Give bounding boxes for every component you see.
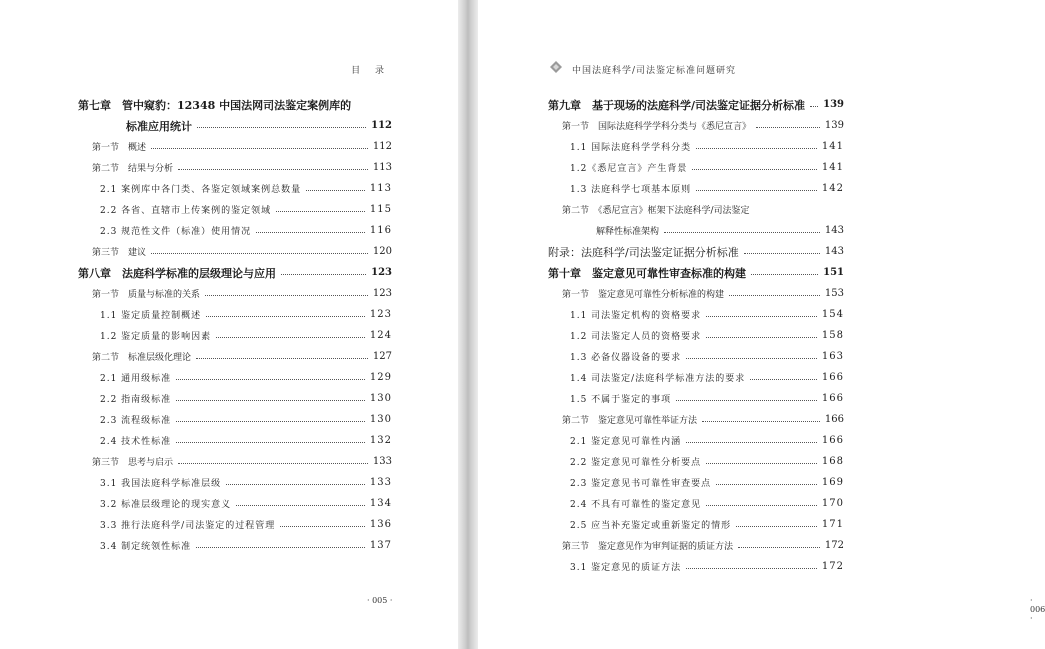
- toc-entry[interactable]: [78, 388, 392, 409]
- page-header: 目 录: [351, 66, 390, 76]
- toc-entry[interactable]: [548, 241, 844, 262]
- dot-leader: [729, 295, 820, 296]
- toc-entry[interactable]: [548, 157, 844, 178]
- toc-entry-title: 2.3 鉴定意见书可靠性审查要点: [570, 479, 712, 489]
- toc-page-number: 113: [369, 183, 392, 194]
- toc-entry-title: 1.3 法庭科学七项基本原则: [570, 185, 692, 195]
- toc-page-number: 130: [369, 414, 392, 425]
- toc-entry[interactable]: [548, 535, 844, 556]
- toc-page-number: 166: [821, 435, 844, 446]
- toc-page-number: 120: [372, 246, 392, 257]
- dot-leader: [686, 358, 817, 359]
- dot-leader: [306, 190, 365, 191]
- toc-entry[interactable]: [548, 388, 844, 409]
- dot-leader: [810, 106, 818, 107]
- toc-entry-title: 2.5 应当补充鉴定或重新鉴定的情形: [570, 521, 732, 531]
- toc-entry[interactable]: [78, 241, 392, 262]
- toc-page-number: 143: [824, 246, 844, 257]
- toc-entry-title: 第二节 鉴定意见可靠性举证方法: [562, 416, 698, 426]
- toc-entry-title: 1.2 司法鉴定人员的资格要求: [570, 332, 702, 342]
- toc-page-number: 168: [821, 456, 844, 467]
- toc-page-number: 151: [823, 267, 844, 278]
- toc-page-number: 116: [369, 225, 392, 236]
- toc-page-number: 172: [824, 540, 844, 551]
- dot-leader: [281, 274, 366, 275]
- toc-entry[interactable]: [78, 220, 392, 241]
- diamond-logo-icon: [548, 60, 564, 74]
- toc-page-number: 123: [372, 288, 392, 299]
- toc-entry[interactable]: [548, 178, 844, 199]
- toc-entry[interactable]: [78, 136, 392, 157]
- toc-entry[interactable]: [78, 283, 392, 304]
- dot-leader: [744, 253, 820, 254]
- toc-entry-title: 第一节 国际法庭科学学科分类与《悉尼宣言》: [562, 122, 752, 132]
- toc-entry[interactable]: [78, 94, 392, 115]
- toc-entry-title: 1.5 不属于鉴定的事项: [570, 395, 672, 405]
- toc-page-number: 141: [821, 141, 844, 152]
- toc-entry-title: 2.1 案例库中各门类、各鉴定领域案例总数量: [100, 185, 302, 195]
- toc-entry[interactable]: [548, 556, 844, 577]
- toc-entry-title: 1.2 鉴定质量的影响因素: [100, 332, 212, 342]
- toc-entry[interactable]: [78, 472, 392, 493]
- toc-page-number: 137: [369, 540, 392, 551]
- dot-leader: [205, 295, 368, 296]
- toc-entry-title: 1.2《悉尼宣言》产生背景: [570, 164, 688, 174]
- toc-entry-title: 2.1 通用级标准: [100, 374, 172, 384]
- toc-entry-title: 2.3 流程级标准: [100, 416, 172, 426]
- left-page: [0, 0, 458, 649]
- dot-leader: [702, 421, 820, 422]
- toc-entry[interactable]: [78, 262, 392, 283]
- toc-entry-title: 第三节 思考与启示: [92, 458, 174, 468]
- toc-entry-title: 第八章 法庭科学标准的层级理论与应用: [78, 266, 276, 280]
- dot-leader: [686, 568, 817, 569]
- toc-entry-title: 1.3 必备仪器设备的要求: [570, 353, 682, 363]
- dot-leader: [706, 505, 817, 506]
- toc-entry[interactable]: [548, 430, 844, 451]
- dot-leader: [738, 547, 820, 548]
- toc-entry-title: 第七章 管中窥豹：12348 中国法网司法鉴定案例库的: [78, 98, 352, 112]
- toc-entry-title: 第二节 标准层级化理论: [92, 353, 192, 363]
- dot-leader: [751, 274, 818, 275]
- toc-entry[interactable]: [548, 367, 844, 388]
- book-gutter: [458, 0, 478, 649]
- toc-entry[interactable]: [548, 472, 844, 493]
- dot-leader: [151, 148, 368, 149]
- dot-leader: [178, 463, 368, 464]
- dot-leader: [226, 484, 365, 485]
- toc-page-number: 139: [823, 99, 844, 110]
- toc-entry-title: 第九章 基于现场的法庭科学/司法鉴定证据分析标准: [548, 98, 806, 112]
- toc-entry-title: 第十章 鉴定意见可靠性审查标准的构建: [548, 266, 746, 280]
- dot-leader: [206, 316, 365, 317]
- page-header: 中国法庭科学/司法鉴定标准问题研究: [572, 66, 737, 76]
- toc-entry-title: 2.1 鉴定意见可靠性内涵: [570, 437, 682, 447]
- dot-leader: [696, 190, 817, 191]
- toc-entry[interactable]: [78, 409, 392, 430]
- toc-page-number: 113: [372, 162, 392, 173]
- toc-page-number: 166: [824, 414, 844, 425]
- toc-entry[interactable]: [548, 514, 844, 535]
- toc-page-number: 134: [369, 498, 392, 509]
- toc-entry-title: 1.4 司法鉴定/法庭科学标准方法的要求: [570, 374, 746, 384]
- toc-page-number: 141: [821, 162, 844, 173]
- toc-page-number: 163: [821, 351, 844, 362]
- dot-leader: [736, 526, 817, 527]
- toc-entry-title: 1.1 国际法庭科学学科分类: [570, 143, 692, 153]
- toc-entry-title: 第二节 《悉尼宣言》框架下法庭科学/司法鉴定: [562, 206, 750, 216]
- toc-page-number: 154: [821, 309, 844, 320]
- toc-page-number: 129: [369, 372, 392, 383]
- toc-page-number: 112: [372, 141, 392, 152]
- toc-entry-title: 2.4 不具有可靠性的鉴定意见: [570, 500, 702, 510]
- right-page: [478, 0, 1045, 649]
- toc-entry[interactable]: [78, 493, 392, 514]
- page-number: · 005 ·: [367, 596, 393, 605]
- toc-page-number: 170: [821, 498, 844, 509]
- toc-entry[interactable]: [548, 346, 844, 367]
- toc-page-number: 158: [821, 330, 844, 341]
- toc-page-number: 169: [821, 477, 844, 488]
- toc-entry[interactable]: [548, 451, 844, 472]
- toc-page-number: 127: [372, 351, 392, 362]
- dot-leader: [756, 127, 820, 128]
- toc-entry[interactable]: [548, 283, 844, 304]
- toc-entry-title: 第二节 结果与分析: [92, 164, 174, 174]
- toc-entry[interactable]: [548, 199, 844, 220]
- toc-entry[interactable]: [548, 115, 844, 136]
- toc-page-number: 124: [369, 330, 392, 341]
- toc-entry-title: 第三节 建议: [92, 248, 147, 258]
- toc-entry-title: 解释性标准架构: [596, 227, 660, 237]
- toc-entry[interactable]: [548, 220, 844, 241]
- dot-leader: [256, 232, 365, 233]
- toc-entry[interactable]: [78, 304, 392, 325]
- toc-page-number: 115: [369, 204, 392, 215]
- toc-entry-title: 2.4 技术性标准: [100, 437, 172, 447]
- toc-entry[interactable]: [548, 409, 844, 430]
- dot-leader: [236, 505, 365, 506]
- toc-entry[interactable]: [548, 262, 844, 283]
- toc-entry[interactable]: [78, 157, 392, 178]
- dot-leader: [176, 400, 365, 401]
- toc-entry[interactable]: [548, 304, 844, 325]
- dot-leader: [178, 169, 368, 170]
- toc-entry[interactable]: [78, 325, 392, 346]
- toc-entry-title: 1.1 鉴定质量控制概述: [100, 311, 202, 321]
- toc-page-number: 112: [371, 120, 392, 131]
- toc-entry-title: 第一节 鉴定意见可靠性分析标准的构建: [562, 290, 725, 300]
- dot-leader: [706, 316, 817, 317]
- toc-entry-title: 3.3 推行法庭科学/司法鉴定的过程管理: [100, 521, 276, 531]
- toc-entry-title: 标准应用统计: [126, 119, 192, 133]
- dot-leader: [696, 148, 817, 149]
- toc-page-number: 166: [821, 393, 844, 404]
- toc-page-number: 123: [371, 267, 392, 278]
- page-number: · 006 ·: [1030, 596, 1045, 623]
- dot-leader: [706, 463, 817, 464]
- toc-page-number: 136: [369, 519, 392, 530]
- toc-entry[interactable]: [78, 430, 392, 451]
- toc-entry[interactable]: [78, 346, 392, 367]
- toc-entry-title: 3.4 制定统领性标准: [100, 542, 192, 552]
- dot-leader: [686, 442, 817, 443]
- toc-page-number: 171: [821, 519, 844, 530]
- dot-leader: [664, 232, 820, 233]
- dot-leader: [176, 421, 365, 422]
- dot-leader: [216, 337, 365, 338]
- toc-entry[interactable]: [548, 493, 844, 514]
- toc-entry-title: 2.2 指南级标准: [100, 395, 172, 405]
- dot-leader: [151, 253, 368, 254]
- toc-page-number: 133: [372, 456, 392, 467]
- table-of-contents: [78, 94, 392, 556]
- toc-entry-title: 1.1 司法鉴定机构的资格要求: [570, 311, 702, 321]
- toc-page-number: 143: [824, 225, 844, 236]
- dot-leader: [176, 379, 365, 380]
- dot-leader: [716, 484, 817, 485]
- dot-leader: [196, 358, 368, 359]
- dot-leader: [176, 442, 365, 443]
- toc-page-number: 130: [369, 393, 392, 404]
- toc-page-number: 123: [369, 309, 392, 320]
- toc-entry-title: 第三节 鉴定意见作为审判证据的质证方法: [562, 542, 734, 552]
- dot-leader: [196, 547, 365, 548]
- toc-page-number: 153: [824, 288, 844, 299]
- toc-page-number: 133: [369, 477, 392, 488]
- toc-entry[interactable]: [548, 325, 844, 346]
- toc-entry[interactable]: [78, 115, 392, 136]
- toc-entry-title: 3.2 标准层级理论的现实意义: [100, 500, 232, 510]
- toc-entry[interactable]: [78, 367, 392, 388]
- toc-entry-title: 2.2 鉴定意见可靠性分析要点: [570, 458, 702, 468]
- toc-entry[interactable]: [78, 178, 392, 199]
- toc-entry-title: 附录：法庭科学/司法鉴定证据分析标准: [548, 245, 739, 259]
- dot-leader: [692, 169, 817, 170]
- toc-page-number: 172: [821, 561, 844, 572]
- toc-entry-title: 第一节 质量与标准的关系: [92, 290, 201, 300]
- dot-leader: [750, 379, 817, 380]
- dot-leader: [197, 127, 366, 128]
- dot-leader: [280, 526, 365, 527]
- toc-entry-title: 3.1 鉴定意见的质证方法: [570, 563, 682, 573]
- toc-entry-title: 2.3 规范性文件（标准）使用情况: [100, 227, 252, 237]
- toc-entry-title: 2.2 各省、直辖市上传案例的鉴定领域: [100, 206, 272, 216]
- dot-leader: [276, 211, 365, 212]
- toc-entry[interactable]: [78, 514, 392, 535]
- toc-entry-title: 第一节 概述: [92, 143, 147, 153]
- toc-entry[interactable]: [548, 94, 844, 115]
- toc-entry[interactable]: [78, 199, 392, 220]
- toc-entry[interactable]: [548, 136, 844, 157]
- toc-entry[interactable]: [78, 451, 392, 472]
- table-of-contents: [548, 94, 844, 577]
- toc-entry[interactable]: [78, 535, 392, 556]
- dot-leader: [706, 337, 817, 338]
- toc-page-number: 139: [824, 120, 844, 131]
- toc-entry-title: 3.1 我国法庭科学标准层级: [100, 479, 222, 489]
- toc-page-number: 166: [821, 372, 844, 383]
- toc-page-number: 132: [369, 435, 392, 446]
- toc-page-number: 142: [821, 183, 844, 194]
- dot-leader: [676, 400, 817, 401]
